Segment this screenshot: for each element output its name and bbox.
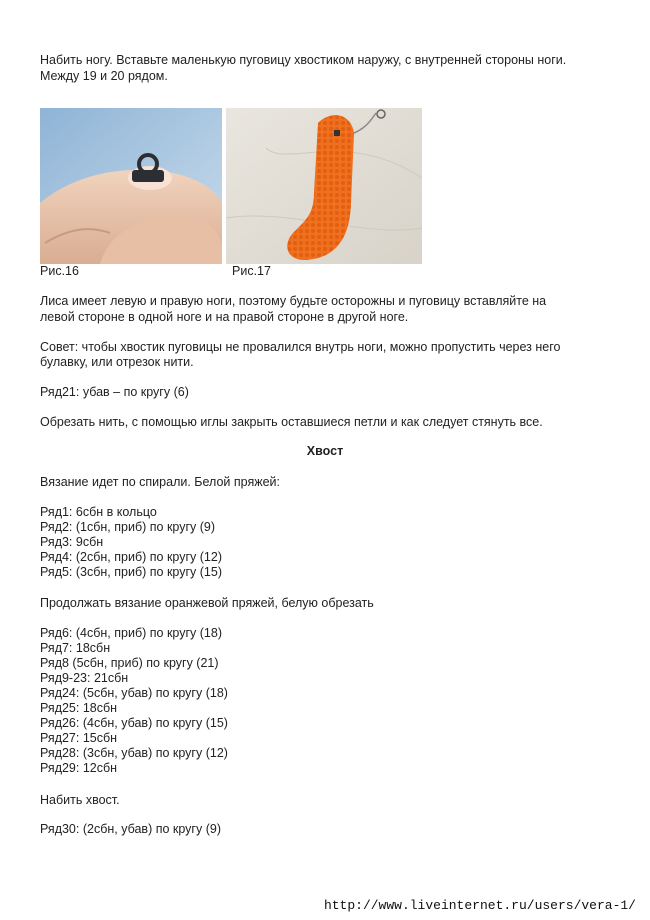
tip-line-2: булавку, или отрезок нити. [40,355,194,369]
list-item: Ряд3: 9сбн [40,535,104,549]
list-item: Ряд24: (5сбн, убав) по кругу (18) [40,686,228,700]
legs-line-1: Лиса имеет левую и правую ноги, поэтому будьте осторожны и пуговицу вставляйте на [40,294,547,308]
row30-text: Ряд30: (2сбн, убав) по кругу (9) [40,822,221,836]
tail-heading: Хвост [306,444,344,458]
list-item: Ряд8 (5сбн, приб) по кругу (21) [40,656,219,670]
button-on-fingertip-photo [40,108,222,264]
list-item: Ряд27: 15сбн [40,731,118,745]
list-item: Ряд7: 18сбн [40,641,111,655]
figure-16-photo [40,108,222,264]
source-url-link[interactable]: http://www.liveinternet.ru/users/vera-1/ [323,898,636,913]
figure-16-caption: Рис.16 [40,264,79,278]
orange-rows-list [40,626,228,776]
intro-line-2: Между 19 и 20 рядом. [40,69,168,83]
tail-intro: Вязание идет по спирали. Белой пряжей: [40,475,280,489]
tip-line-1: Совет: чтобы хвостик пуговицы не провалился внутрь ноги, можно пропустить через него [40,340,561,354]
figure-17-caption: Рис.17 [232,264,271,278]
figure-17-photo [226,108,422,264]
list-item: Ряд25: 18сбн [40,701,118,715]
white-rows-list [40,505,222,580]
finish-text: Обрезать нить, с помощью иглы закрыть оставшиеся петли и как следует стянуть все. [40,415,543,429]
list-item: Ряд26: (4сбн, убав) по кругу (15) [40,716,228,730]
list-item: Ряд2: (1сбн, приб) по кругу (9) [40,520,216,534]
intro-line-1: Набить ногу. Вставьте маленькую пуговицу хвостиком наружу, с внутренней стороны ноги. [40,53,567,67]
list-item: Ряд28: (3сбн, убав) по кругу (12) [40,746,228,760]
list-item: Ряд9-23: 21сбн [40,671,129,685]
switch-yarn-text: Продолжать вязание оранжевой пряжей, белую обрезать [40,596,374,610]
stuff-tail-text: Набить хвост. [40,793,120,807]
orange-crochet-leg-photo [226,108,422,264]
list-item: Ряд5: (3сбн, приб) по кругу (15) [40,565,222,579]
legs-line-2: левой стороне в одной ноге и на правой стороне в другой ноге. [40,310,409,324]
list-item: Ряд4: (2сбн, приб) по кругу (12) [40,550,222,564]
list-item: Ряд6: (4сбн, приб) по кругу (18) [40,626,222,640]
row21-text: Ряд21: убав – по кругу (6) [40,385,189,399]
list-item: Ряд1: 6сбн в кольцо [40,505,157,519]
list-item: Ряд29: 12сбн [40,761,118,775]
